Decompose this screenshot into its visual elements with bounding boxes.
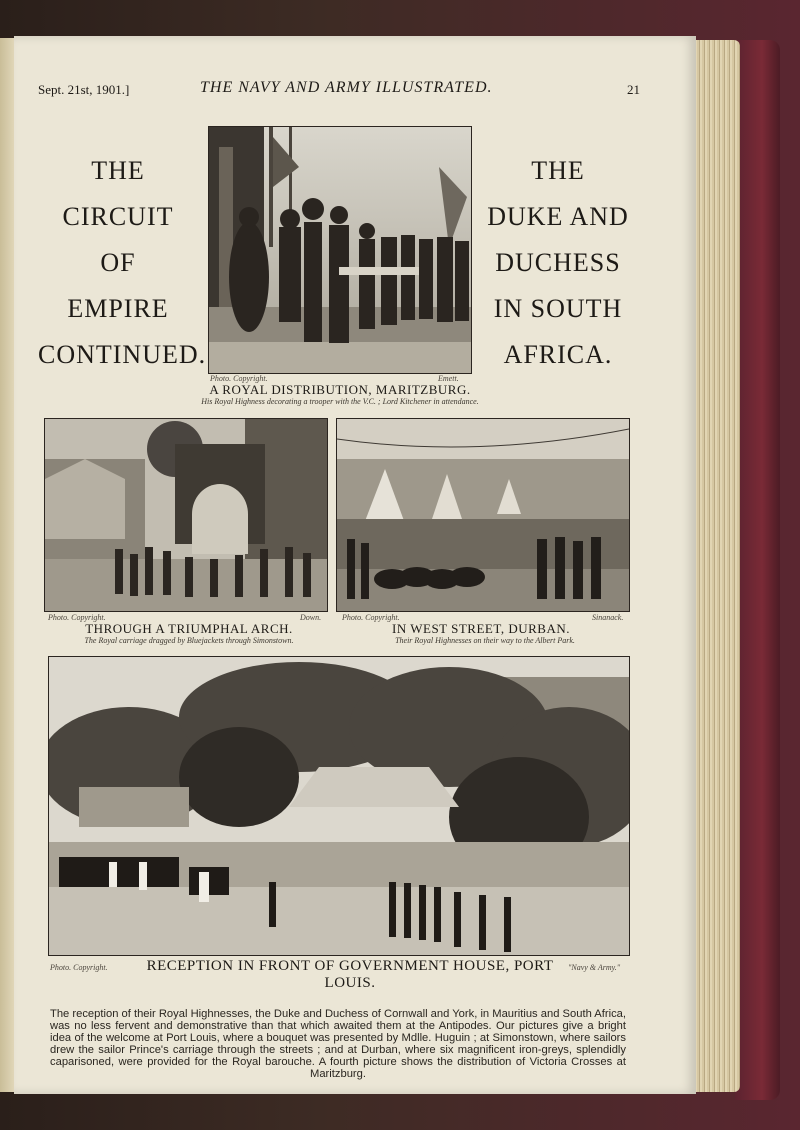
left-heading (38, 148, 207, 378)
right-heading-line: DUCHESS (495, 248, 621, 277)
photo2-credit: Photo. Copyright. (48, 613, 106, 622)
photo2-subcaption: The Royal carriage dragged by Bluejackets through Simonstown. (84, 636, 294, 645)
photo1-credit: Photo. Copyright. (210, 374, 268, 383)
right-heading-line: AFRICA. (503, 340, 613, 369)
photo3-subcaption: Their Royal Highnesses on their way to the Albert Park. (395, 636, 575, 645)
photo2-caption: THROUGH A TRIUMPHAL ARCH. (85, 621, 293, 636)
photo4-caption: RECEPTION IN FRONT OF GOVERNMENT HOUSE, PORT LOUIS. (146, 958, 554, 991)
article-body: The reception of their Royal Highnesses, the Duke and Duchess of Cornwall and York, in Mauritius and South Africa, was no less fervent and demonstrative than that which awaited them at the Antipodes. Our pictures give a bright idea of the welcome at Port Louis, where a bouquet was presented by Mdlle. Huguin ; at Simonstown, where sailors drew the sailor Prince's carriage through the streets ; and at Durban, where six magnificent iron-greys, splendidly caparisoned, were provided for the Royal barouche. A fourth picture shows the distribution of Victoria Crosses at Maritzburg. (50, 1008, 626, 1080)
issue-date: Sept. 21st, 1901.] (38, 82, 130, 97)
page-edges (692, 40, 740, 1092)
right-heading-line: DUKE AND (487, 202, 629, 231)
photo-triumphal-arch (44, 418, 328, 612)
photo3-caption: IN WEST STREET, DURBAN. (392, 621, 570, 636)
left-heading-line: OF (100, 248, 136, 277)
photo3-photographer: Sinanack. (592, 613, 624, 622)
photo4-credit: Photo. Copyright. (50, 963, 108, 972)
photo1-caption: A ROYAL DISTRIBUTION, MARITZBURG. (209, 382, 471, 397)
right-heading (478, 148, 638, 378)
book-cover-edge (735, 40, 780, 1100)
photo2-photographer: Down. (300, 613, 322, 622)
left-heading-line: CIRCUIT (62, 202, 174, 231)
photo-royal-distribution (208, 126, 472, 374)
photo1-subcaption: His Royal Highness decorating a trooper with the V.C. ; Lord Kitchener in attendance. (201, 397, 479, 406)
photo-government-house-reception (48, 656, 630, 956)
page-number: 21 (627, 82, 640, 97)
magazine-title: THE NAVY AND ARMY ILLUSTRATED. (200, 79, 493, 96)
photo4-photographer: "Navy & Army." (568, 963, 621, 972)
right-heading-line: THE (531, 156, 585, 185)
photo-west-street-durban (336, 418, 630, 612)
photo3-credit: Photo. Copyright. (342, 613, 400, 622)
right-heading-line: IN SOUTH (493, 294, 623, 323)
left-heading-line: CONTINUED. (38, 340, 207, 369)
left-page-edge (0, 38, 14, 1092)
left-heading-line: THE (91, 156, 145, 185)
left-heading-line: EMPIRE (67, 294, 169, 323)
photo1-photographer: Emett. (438, 374, 459, 383)
